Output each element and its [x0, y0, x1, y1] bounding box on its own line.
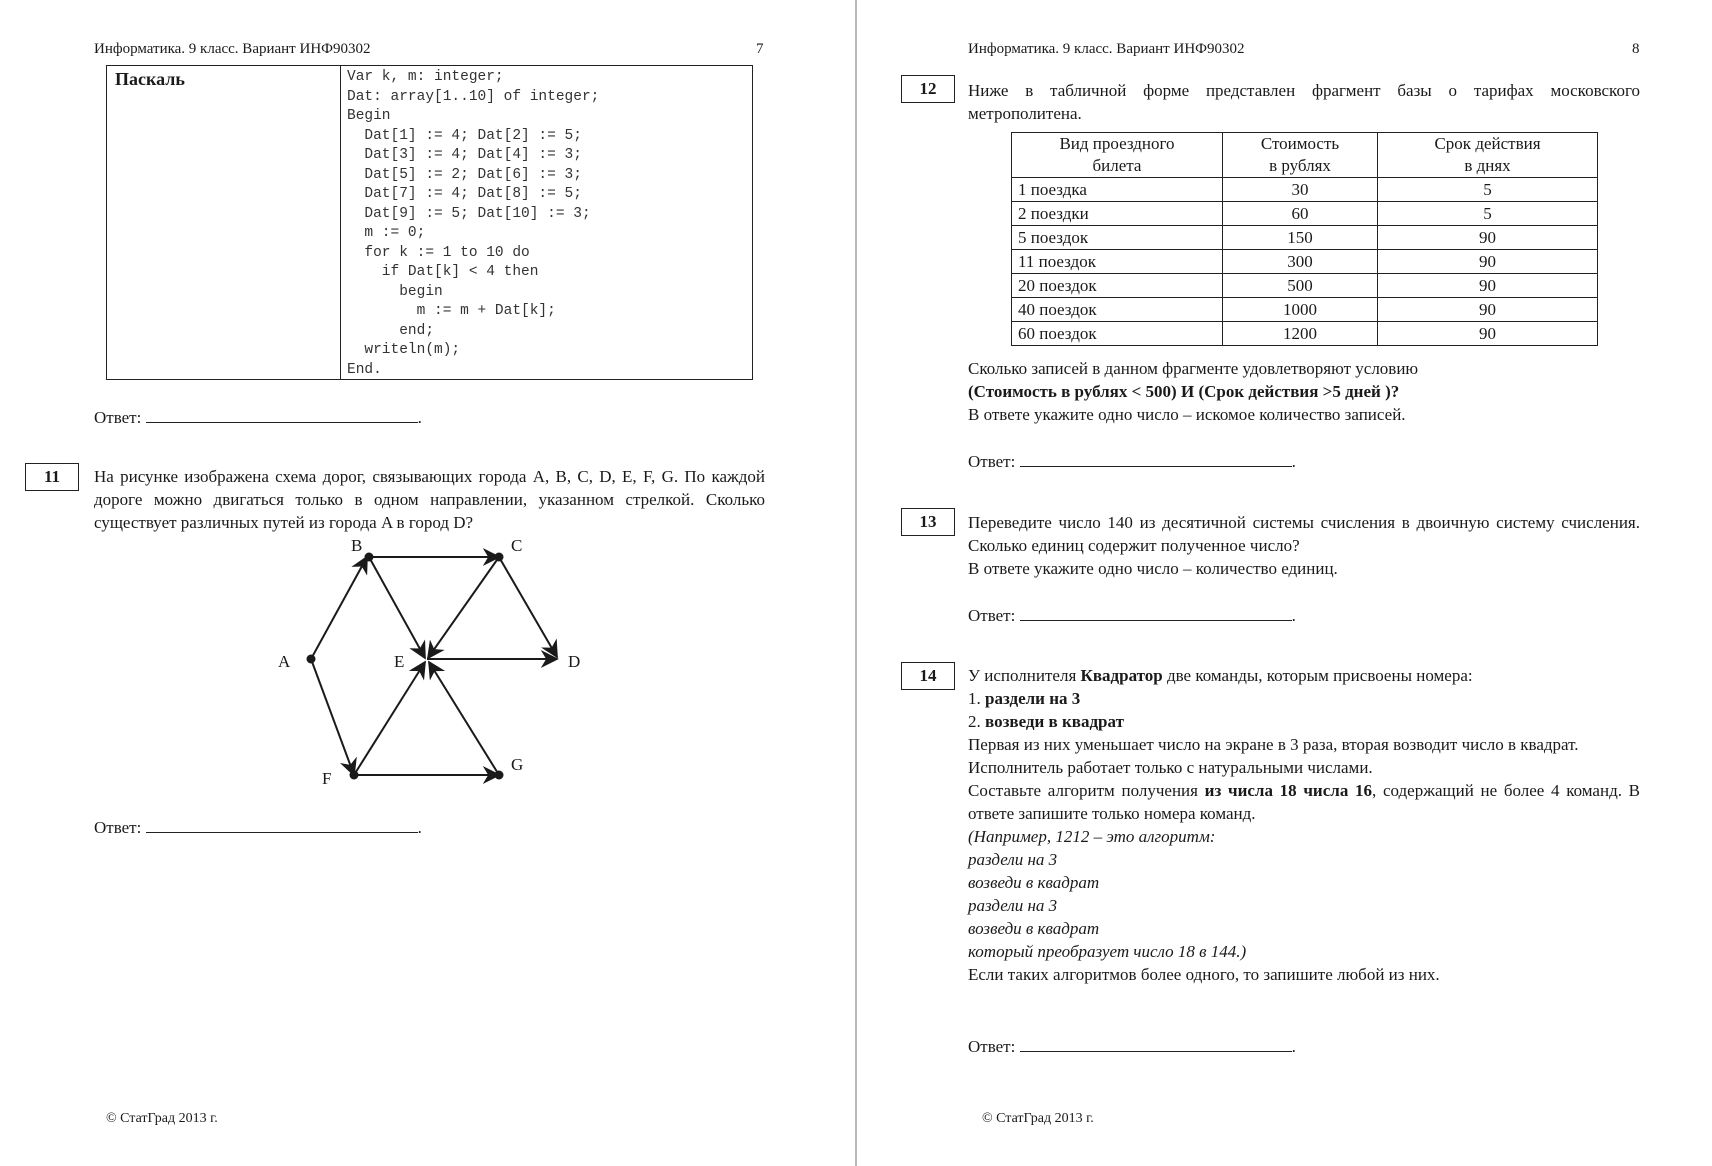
table-row: 2 поездки 60 5 [1012, 202, 1598, 226]
question-12-body [968, 357, 1640, 426]
answer-13: Ответ: . [968, 606, 1296, 625]
table-row: 5 поездок 150 90 [1012, 226, 1598, 250]
question-11-text: На рисунке изображена схема дорог, связывающих города A, B, C, D, E, F, G. По каждой дороге можно двигаться только в одном направлении, указанном стрелкой. Сколько существует различных путей из города A в город D? [94, 467, 765, 532]
question-14-intro: У исполнителя Квадратор две команды, которым присвоены номера: [968, 666, 1473, 685]
answer-field[interactable] [1020, 606, 1292, 621]
page-number-left: 7 [756, 41, 764, 57]
answer-10: Ответ: . [94, 408, 422, 427]
question-14-task: Составьте алгоритм получения из числа 18 числа 16, содержащий не более 4 команд. В ответе запишите только номера команд. [968, 781, 1640, 823]
tariff-table [1011, 132, 1598, 346]
road-graph [0, 0, 856, 800]
road-c-e [428, 557, 499, 658]
example-line: возведи в квадрат [968, 873, 1100, 892]
question-13-instruction: В ответе укажите одно число – количество единиц. [968, 559, 1338, 578]
question-number-11: 11 [25, 463, 79, 491]
question-14-closing: Если таких алгоритмов более одного, то запишите любой из них. [968, 965, 1440, 984]
answer-label: Ответ: [94, 818, 142, 837]
footer-right: © СтатГрад 2013 г. [982, 1111, 1094, 1126]
example-line: раздели на 3 [968, 850, 1058, 869]
road-b-e [369, 557, 425, 658]
answer-14: Ответ: . [968, 1037, 1296, 1056]
road-a-b [311, 557, 367, 659]
page-header-right: Информатика. 9 класс. Вариант ИНФ90302 [968, 41, 1245, 57]
answer-label: Ответ: [968, 452, 1016, 471]
answer-field[interactable] [146, 818, 418, 833]
question-12-question: Сколько записей в данном фрагменте удовлетворяют условию [968, 359, 1419, 378]
question-14-natural: Исполнитель работает только с натуральными числами. [968, 758, 1373, 777]
table-row: 1 поездка 30 5 [1012, 178, 1598, 202]
column-header-price: Стоимость в рублях [1223, 133, 1378, 178]
answer-field[interactable] [1020, 1037, 1292, 1052]
pascal-code: Var k, m: integer; Dat: array[1..10] of integer; Begin Dat[1] := 4; Dat[2] := 5; Dat[3] := 4; Dat[4] := 3; Dat[5] := 2; Dat[6] := 3; Dat[7] := 4; Dat[8] := 5; Dat[9] := 5; Dat[10] := 3; m := 0; for k := 1 to 10 do if Dat[k] < 4 then begin m := m + Dat[k]; end; writeln(m); End. [347, 69, 600, 378]
question-12-condition: (Стоимость в рублях < 500) И (Срок действия >5 дней )? [968, 382, 1400, 401]
node-label-e: E [394, 652, 405, 671]
table-row: 40 поездок 1000 90 [1012, 298, 1598, 322]
footer-left: © СтатГрад 2013 г. [106, 1111, 218, 1126]
table-row: 11 поездок 300 90 [1012, 250, 1598, 274]
command-1: 1. раздели на 3 [968, 689, 1081, 708]
question-number-13: 13 [901, 508, 955, 536]
question-12-intro: Ниже в табличной форме представлен фрагмент базы о тарифах московского метрополитена. [968, 81, 1640, 123]
question-number-14: 14 [901, 662, 955, 690]
example-line: раздели на 3 [968, 896, 1058, 915]
node-label-f: F [322, 769, 332, 788]
question-14-body [968, 664, 1640, 986]
question-14-desc: Первая из них уменьшает число на экране в 3 раза, вторая возводит число в квадрат. [968, 735, 1579, 754]
answer-11: Ответ: . [94, 818, 422, 837]
page-header-left: Информатика. 9 класс. Вариант ИНФ90302 [94, 41, 371, 57]
command-2: 2. возведи в квадрат [968, 712, 1124, 731]
performer-name: Квадратор [1080, 666, 1163, 685]
node-label-g: G [511, 755, 524, 774]
code-language-label: Паскаль [115, 69, 185, 89]
road-a-f [311, 659, 354, 775]
column-header-ticket: Вид проездного билета [1012, 133, 1223, 178]
answer-label: Ответ: [968, 1037, 1016, 1056]
node-label-c: C [511, 536, 523, 555]
question-12-instruction: В ответе укажите одно число – искомое количество записей. [968, 405, 1406, 424]
question-13-text: Переведите число 140 из десятичной системы счисления в двоичную систему счисления. Сколько единиц содержит полученное число? [968, 513, 1640, 555]
table-header-row [1012, 133, 1598, 178]
answer-label: Ответ: [94, 408, 142, 427]
road-c-d [499, 557, 557, 657]
node-label-a: A [278, 652, 291, 671]
question-number-12: 12 [901, 75, 955, 103]
answer-label: Ответ: [968, 606, 1016, 625]
page-number-right: 8 [1632, 41, 1640, 57]
node-a [307, 655, 316, 664]
node-f [350, 771, 359, 780]
answer-12: Ответ: . [968, 452, 1296, 471]
example-line: (Например, 1212 – это алгоритм: [968, 827, 1216, 846]
example-line: который преобразует число 18 в 144.) [968, 942, 1247, 961]
node-g [495, 771, 504, 780]
road-f-e [354, 662, 425, 775]
node-b [365, 553, 374, 562]
question-13-body [968, 511, 1640, 580]
column-header-validity: Срок действия в днях [1378, 133, 1598, 178]
table-row: 20 поездок 500 90 [1012, 274, 1598, 298]
table-row: 60 поездок 1200 90 [1012, 322, 1598, 346]
node-label-d: D [568, 652, 581, 671]
node-label-b: B [351, 536, 363, 555]
road-g-e [429, 662, 499, 775]
answer-field[interactable] [1020, 452, 1292, 467]
node-c [495, 553, 504, 562]
example-line: возведи в квадрат [968, 919, 1100, 938]
